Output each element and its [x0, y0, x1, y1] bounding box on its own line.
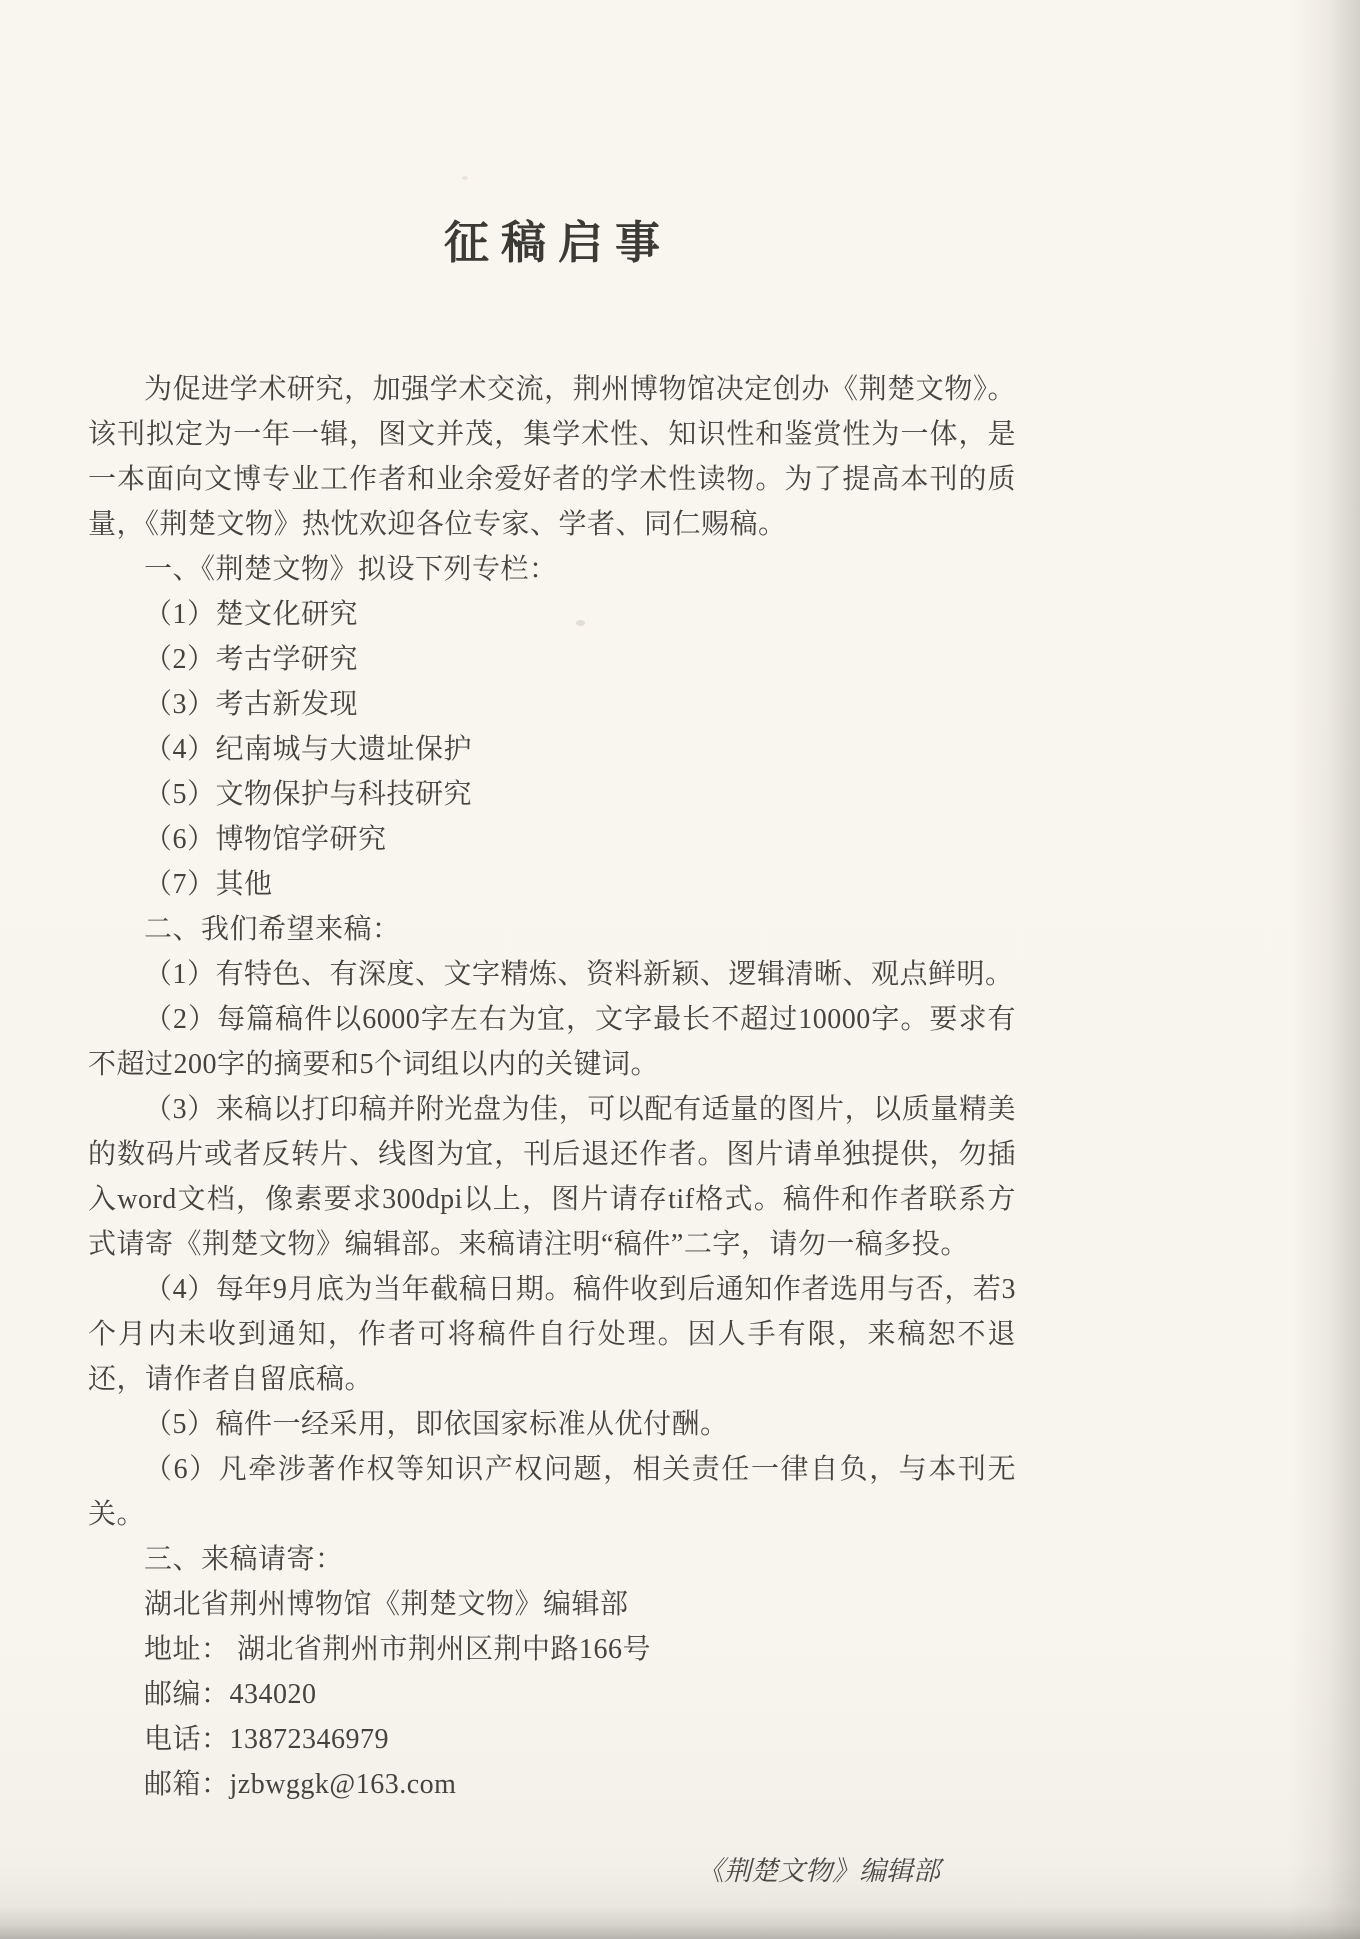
- section-1-item: （3）考古新发现: [144, 689, 359, 720]
- mailing-address-name: 湖北省荆州博物馆《荆楚文物》编辑部: [144, 1589, 629, 1620]
- editorial-department-signature: 《荆楚文物》编辑部: [697, 1856, 940, 1887]
- section-3-heading: 三、来稿请寄：: [144, 1544, 344, 1575]
- scan-edge-shadow-bottom: [0, 1905, 1360, 1939]
- section-2-item: （5）稿件一经采用，即依国家标准从优付酬。: [144, 1409, 729, 1440]
- section-1-item: （7）其他: [144, 869, 273, 900]
- scan-speck: [462, 176, 468, 180]
- intro-paragraph: 为促进学术研究，加强学术交流，荆州博物馆决定创办《荆楚文物》。该刊拟定为一年一辑，图文并茂，集学术性、知识性和鉴赏性为一体，是一本面向文博专业工作者和业余爱好者的学术性读物。为了提高本刊的质量，《荆楚文物》热忱欢迎各位专家、学者、同仁赐稿。: [88, 374, 1016, 540]
- section-2-item: （4）每年9月底为当年截稿日期。稿件收到后通知作者选用与否，若3个月内未收到通知，作者可将稿件自行处理。因人手有限，来稿恕不退还，请作者自留底稿。: [88, 1274, 1016, 1395]
- phone-number: 电话：13872346979: [144, 1724, 390, 1755]
- section-2-item: （2）每篇稿件以6000字左右为宜，文字最长不超过10000字。要求有不超过200字的摘要和5个词组以内的关键词。: [88, 1004, 1016, 1080]
- email-address: 邮箱：jzbwggk@163.com: [144, 1769, 457, 1800]
- mailing-address-street: 地址： 湖北省荆州市荆州区荆中路166号: [144, 1634, 652, 1665]
- document-body: [88, 367, 1016, 1807]
- document-content: [88, 0, 1016, 1888]
- section-1-item: （4）纪南城与大遗址保护: [144, 734, 473, 765]
- section-2-item: （6）凡牵涉著作权等知识产权问题，相关责任一律自负，与本刊无关。: [88, 1454, 1016, 1530]
- scan-edge-shadow-right: [1288, 0, 1360, 1939]
- section-2-item: （1）有特色、有深度、文字精炼、资料新颖、逻辑清晰、观点鲜明。: [144, 959, 1014, 990]
- section-2-item: （3）来稿以打印稿并附光盘为佳，可以配有适量的图片，以质量精美的数码片或者反转片、线图为宜，刊后退还作者。图片请单独提供，勿插入word文档，像素要求300dpi以上，图片请存tif格式。稿件和作者联系方式请寄《荆楚文物》编辑部。来稿请注明“稿件”二字，请勿一稿多投。: [88, 1094, 1016, 1260]
- scan-speck: [576, 620, 585, 626]
- section-2-heading: 二、我们希望来稿：: [144, 914, 401, 945]
- postal-code: 邮编：434020: [144, 1679, 317, 1710]
- section-1-heading: 一、《荆楚文物》拟设下列专栏：: [144, 554, 558, 585]
- section-1-item: （6）博物馆学研究: [144, 824, 387, 855]
- section-1-item: （5）文物保护与科技研究: [144, 779, 473, 810]
- page-title: 征稿启事: [443, 218, 672, 268]
- section-1-item: （1）楚文化研究: [144, 599, 359, 630]
- section-1-item: （2）考古学研究: [144, 644, 359, 675]
